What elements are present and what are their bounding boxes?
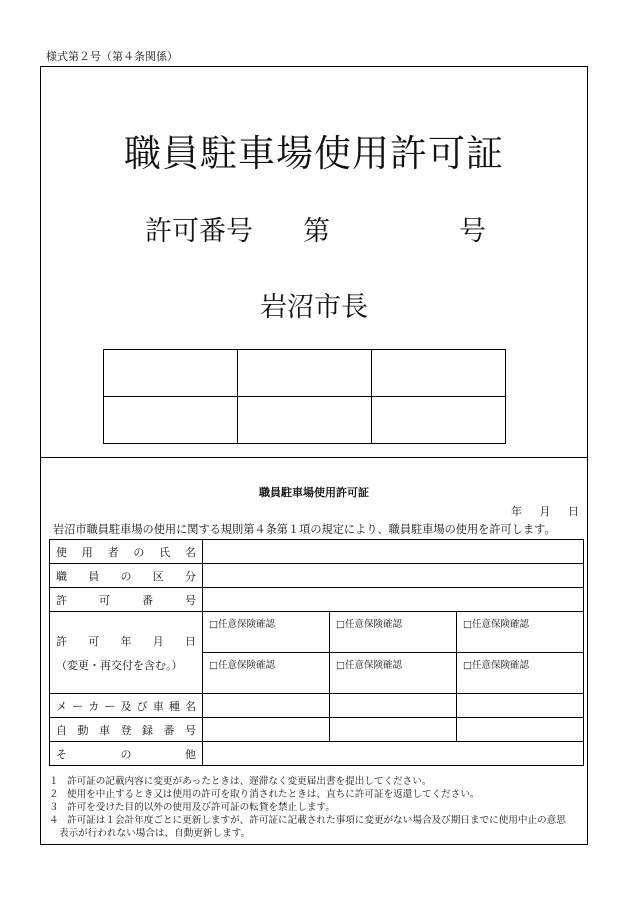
label-char: 氏 <box>159 545 171 559</box>
label-char: 者 <box>107 545 119 559</box>
label-char: そ <box>56 747 67 761</box>
insurance-check[interactable]: □任意保険確認 <box>203 653 330 694</box>
insurance-check[interactable]: □任意保険確認 <box>330 653 457 694</box>
label-char: 録 <box>142 723 153 737</box>
field-maker-model[interactable] <box>457 694 584 718</box>
note-item: ３ 許可を受けた目的以外の使用及び許可証の転貸を禁止します。 <box>49 802 335 813</box>
issuer-mayor: 岩沼市長 <box>260 292 368 323</box>
permit-card <box>40 66 588 458</box>
label-char: ー <box>72 699 84 713</box>
label-char: 番 <box>163 723 175 737</box>
label-char: 区 <box>152 569 164 583</box>
label-char: 日 <box>185 634 196 648</box>
insurance-check[interactable]: □任意保険確認 <box>330 612 457 653</box>
stamp-cell[interactable] <box>238 350 372 397</box>
label-maker-model <box>50 694 203 718</box>
label-char: 用 <box>81 545 93 559</box>
note-item: ２ 使用を中止するとき又は使用の許可を取り消されたときは、直ちに許可証を返還してください。 <box>49 789 480 800</box>
field-other[interactable] <box>203 742 584 766</box>
label-other <box>50 742 203 766</box>
stamp-cell[interactable] <box>238 397 372 444</box>
field-registration-number[interactable] <box>330 718 457 742</box>
label-char: 登 <box>120 723 132 737</box>
label-char: 自 <box>56 723 67 737</box>
form-number: 様式第２号（第４条関係） <box>46 50 178 63</box>
label-char: び <box>136 699 148 713</box>
label-char: 他 <box>185 747 196 761</box>
insurance-check[interactable]: □任意保険確認 <box>457 612 584 653</box>
date-line: 年 月 日 <box>511 505 579 518</box>
label-staff-category <box>50 564 203 588</box>
card-title: 職員駐車場使用許可証 <box>124 132 504 175</box>
label-char: 番 <box>142 593 153 607</box>
label-char: 可 <box>99 593 110 607</box>
label-permit-date <box>50 612 203 694</box>
stamp-grid <box>103 349 506 444</box>
label-char: 員 <box>88 569 100 583</box>
note-item: ４ 許可証は１会計年度ごとに更新しますが、許可証に記載された事項に変更がない場合及び期日までに使用中止の意思 <box>49 815 566 826</box>
label-char: の <box>133 545 145 559</box>
label-char: 車 <box>99 723 110 737</box>
stamp-cell[interactable] <box>104 397 238 444</box>
label-char: 職 <box>56 569 67 583</box>
label-char: カ <box>88 699 100 713</box>
permit-dai: 第 <box>303 216 330 247</box>
permit-go: 号 <box>459 216 486 247</box>
label-char: 使 <box>56 545 67 559</box>
label-char: 号 <box>185 723 196 737</box>
label-char: メ <box>56 699 67 713</box>
permit-date-note: （変更・再交付を含む。） <box>56 658 183 672</box>
label-user-name <box>50 540 203 564</box>
label-char: の <box>120 747 132 761</box>
label-registration-number <box>50 718 203 742</box>
field-maker-model[interactable] <box>330 694 457 718</box>
label-char: 可 <box>88 634 100 648</box>
permit-number-label: 許可番号 <box>145 216 253 247</box>
insurance-check[interactable]: □任意保険確認 <box>457 653 584 694</box>
label-char: 名 <box>184 545 196 559</box>
label-char: 動 <box>77 723 89 737</box>
label-char: 車 <box>152 699 164 713</box>
label-char: 月 <box>152 634 164 648</box>
label-char: の <box>120 569 132 583</box>
field-maker-model[interactable] <box>203 694 330 718</box>
label-char: 号 <box>185 593 196 607</box>
field-user-name[interactable] <box>203 540 584 564</box>
label-char: ー <box>104 699 116 713</box>
certificate-section <box>40 458 588 845</box>
certificate-title: 職員駐車場使用許可証 <box>259 486 369 499</box>
note-continuation: 表示が行われない場合は、自動更新します。 <box>59 828 251 839</box>
insurance-check[interactable]: □任意保険確認 <box>203 612 330 653</box>
field-registration-number[interactable] <box>457 718 584 742</box>
label-char: 名 <box>185 699 196 713</box>
preamble: 岩沼市職員駐車場の使用に関する規則第４条第１項の規定により、職員駐車場の使用を許可します。 <box>53 523 556 536</box>
stamp-cell[interactable] <box>372 350 506 397</box>
stamp-cell[interactable] <box>372 397 506 444</box>
field-staff-category[interactable] <box>203 564 584 588</box>
notes <box>49 775 584 840</box>
application-table <box>49 539 584 766</box>
note-item: １ 許可証の記載内容に変更があったときは、遅滞なく変更届出書を提出してください。 <box>49 776 432 787</box>
field-registration-number[interactable] <box>203 718 330 742</box>
label-char: 及 <box>120 699 132 713</box>
label-char: 許 <box>56 593 67 607</box>
label-char: 分 <box>185 569 196 583</box>
label-char: 種 <box>168 699 180 713</box>
stamp-cell[interactable] <box>104 350 238 397</box>
field-permit-number[interactable] <box>203 588 584 612</box>
label-char: 許 <box>56 634 67 648</box>
label-char: 年 <box>120 634 132 648</box>
label-permit-number <box>50 588 203 612</box>
